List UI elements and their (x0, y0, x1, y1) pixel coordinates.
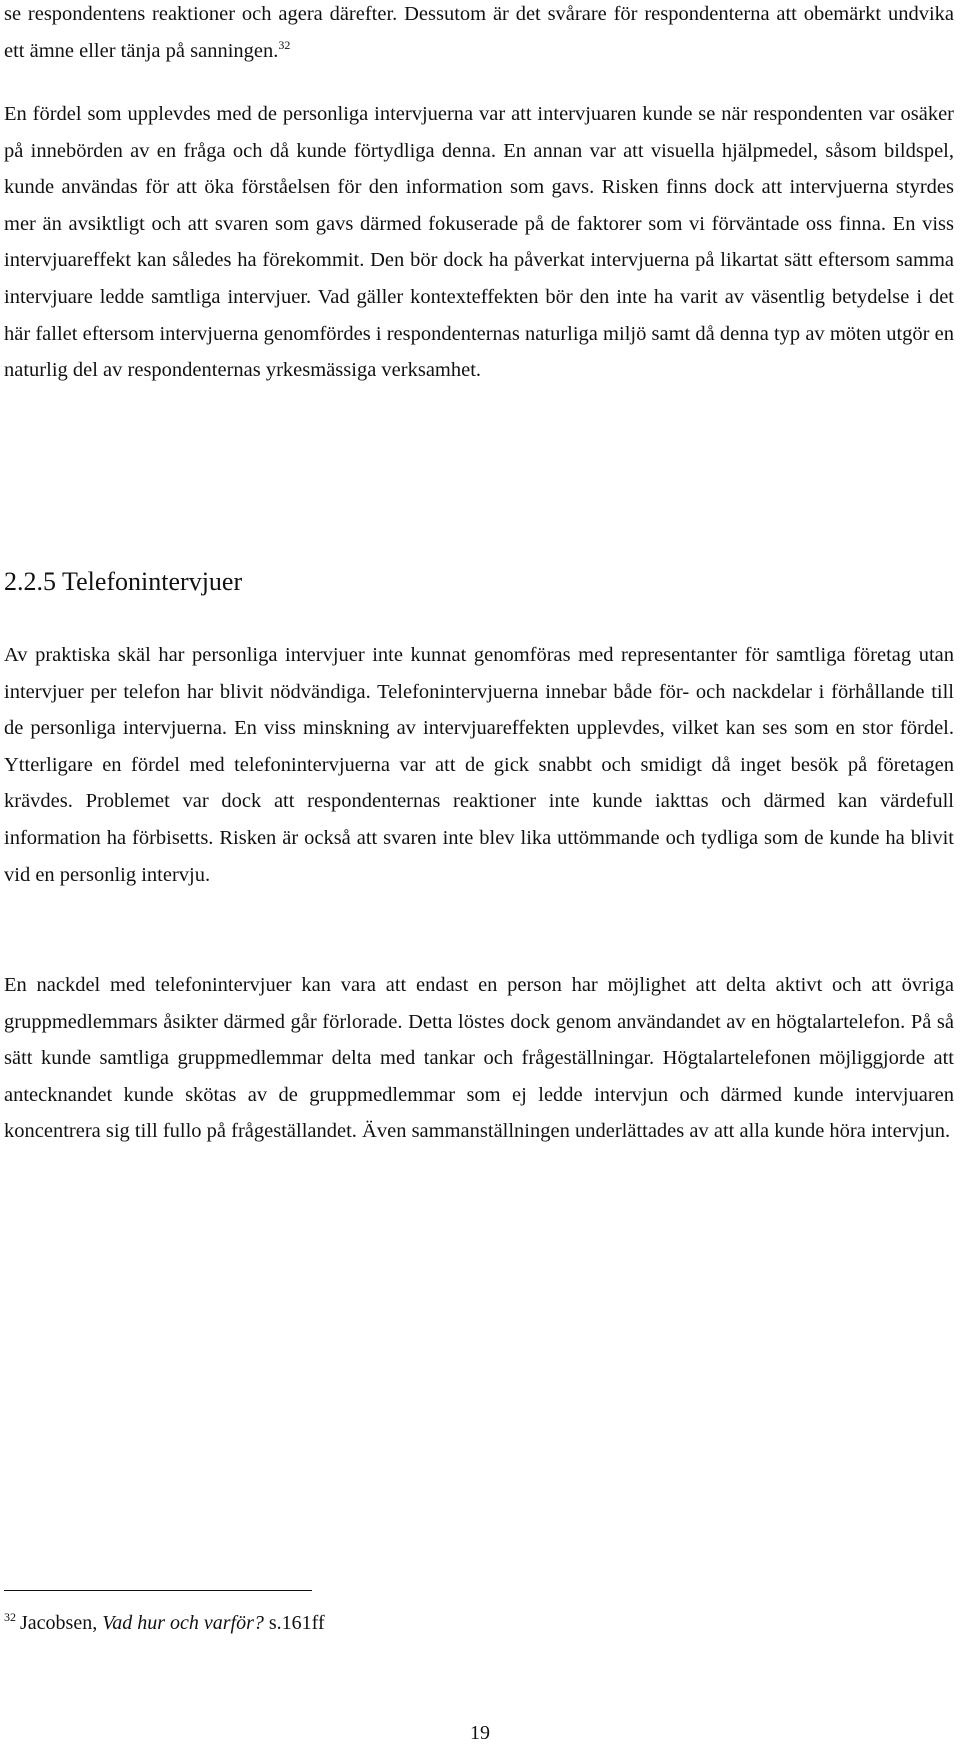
paragraph-phone-interviews: Av praktiska skäl har personliga intervjuer inte kunnat genomföras med representanter för samtliga företag utan intervjuer per telefon har blivit nödvändiga. Telefonintervjuerna innebar både för- och nackdelar i förhållande till de personliga intervjuerna. En viss minskning av intervjuareffekten upplevdes, vilket kan ses som en stor fördel. Ytterligare en fördel med telefonintervjuerna var att de gick snabbt och smidigt då inget besök på företagen krävdes. Problemet var dock att respondenternas reaktioner inte kunde iakttas och därmed kan värdefull information ha förbisetts. Risken är också att svaren inte blev lika uttömmande och tydliga som de kunde ha blivit vid en personlig intervju. (4, 644, 954, 886)
footnote-divider (4, 1590, 312, 1591)
footnote-pages: s.161ff (268, 1612, 325, 1634)
page-number: 19 (470, 1722, 490, 1744)
section-heading: 2.2.5 Telefonintervjuer (4, 567, 243, 596)
paragraph-personal-interviews: En fördel som upplevdes med de personliga intervjuerna var att intervjuaren kunde se när respondenten var osäker på innebörden av en fråga och då kunde förtydliga denna. En annan var att visuella hjälpmedel, såsom bildspel, kunde användas för att öka förståelsen för den information som gavs. Risken finns dock att intervjuerna styrdes mer än avsiktligt och att svaren som gavs därmed fokuserade på de faktorer som vi förväntade oss finna. En viss intervjuareffekt kan således ha förekommit. Den bör dock ha påverkat intervjuerna på likartat sätt eftersom samma intervjuare ledde samtliga intervjuer. Vad gäller kontexteffekten bör den inte ha varit av väsentlig betydelse i det här fallet eftersom intervjuerna genomfördes i respondenternas naturliga miljö samt då denna typ av möten utgör en naturlig del av respondenternas yrkesmässiga verksamhet. (4, 103, 954, 382)
footnote (4, 1608, 325, 1638)
footnote-number: 32 (4, 1610, 16, 1625)
paragraph-text: se respondentens reaktioner och agera därefter. Dessutom är det svårare för respondenterna att obemärkt undvika ett ämne eller tänja på sanningen. (4, 3, 954, 62)
paragraph-phone-drawbacks: En nackdel med telefonintervjuer kan vara att endast en person har möjlighet att delta aktivt och att övriga gruppmedlemmars åsikter därmed går förlorade. Detta löstes dock genom användandet av en högtalartelefon. På så sätt kunde samtliga gruppmedlemmar delta med tankar och frågeställningar. Högtalartelefonen möjliggjorde att antecknandet kunde skötas av de gruppmedlemmar som ej ledde intervjun och därmed kunde intervjuaren koncentrera sig till fullo på frågeställandet. Även sammanställningen underlättades av att alla kunde höra intervjun. (4, 974, 954, 1143)
paragraph-continuation (4, 0, 954, 69)
footnote-author: Jacobsen, (20, 1612, 98, 1634)
footnote-title: Vad hur och varför? (102, 1612, 264, 1634)
footnote-reference[interactable]: 32 (278, 37, 291, 52)
